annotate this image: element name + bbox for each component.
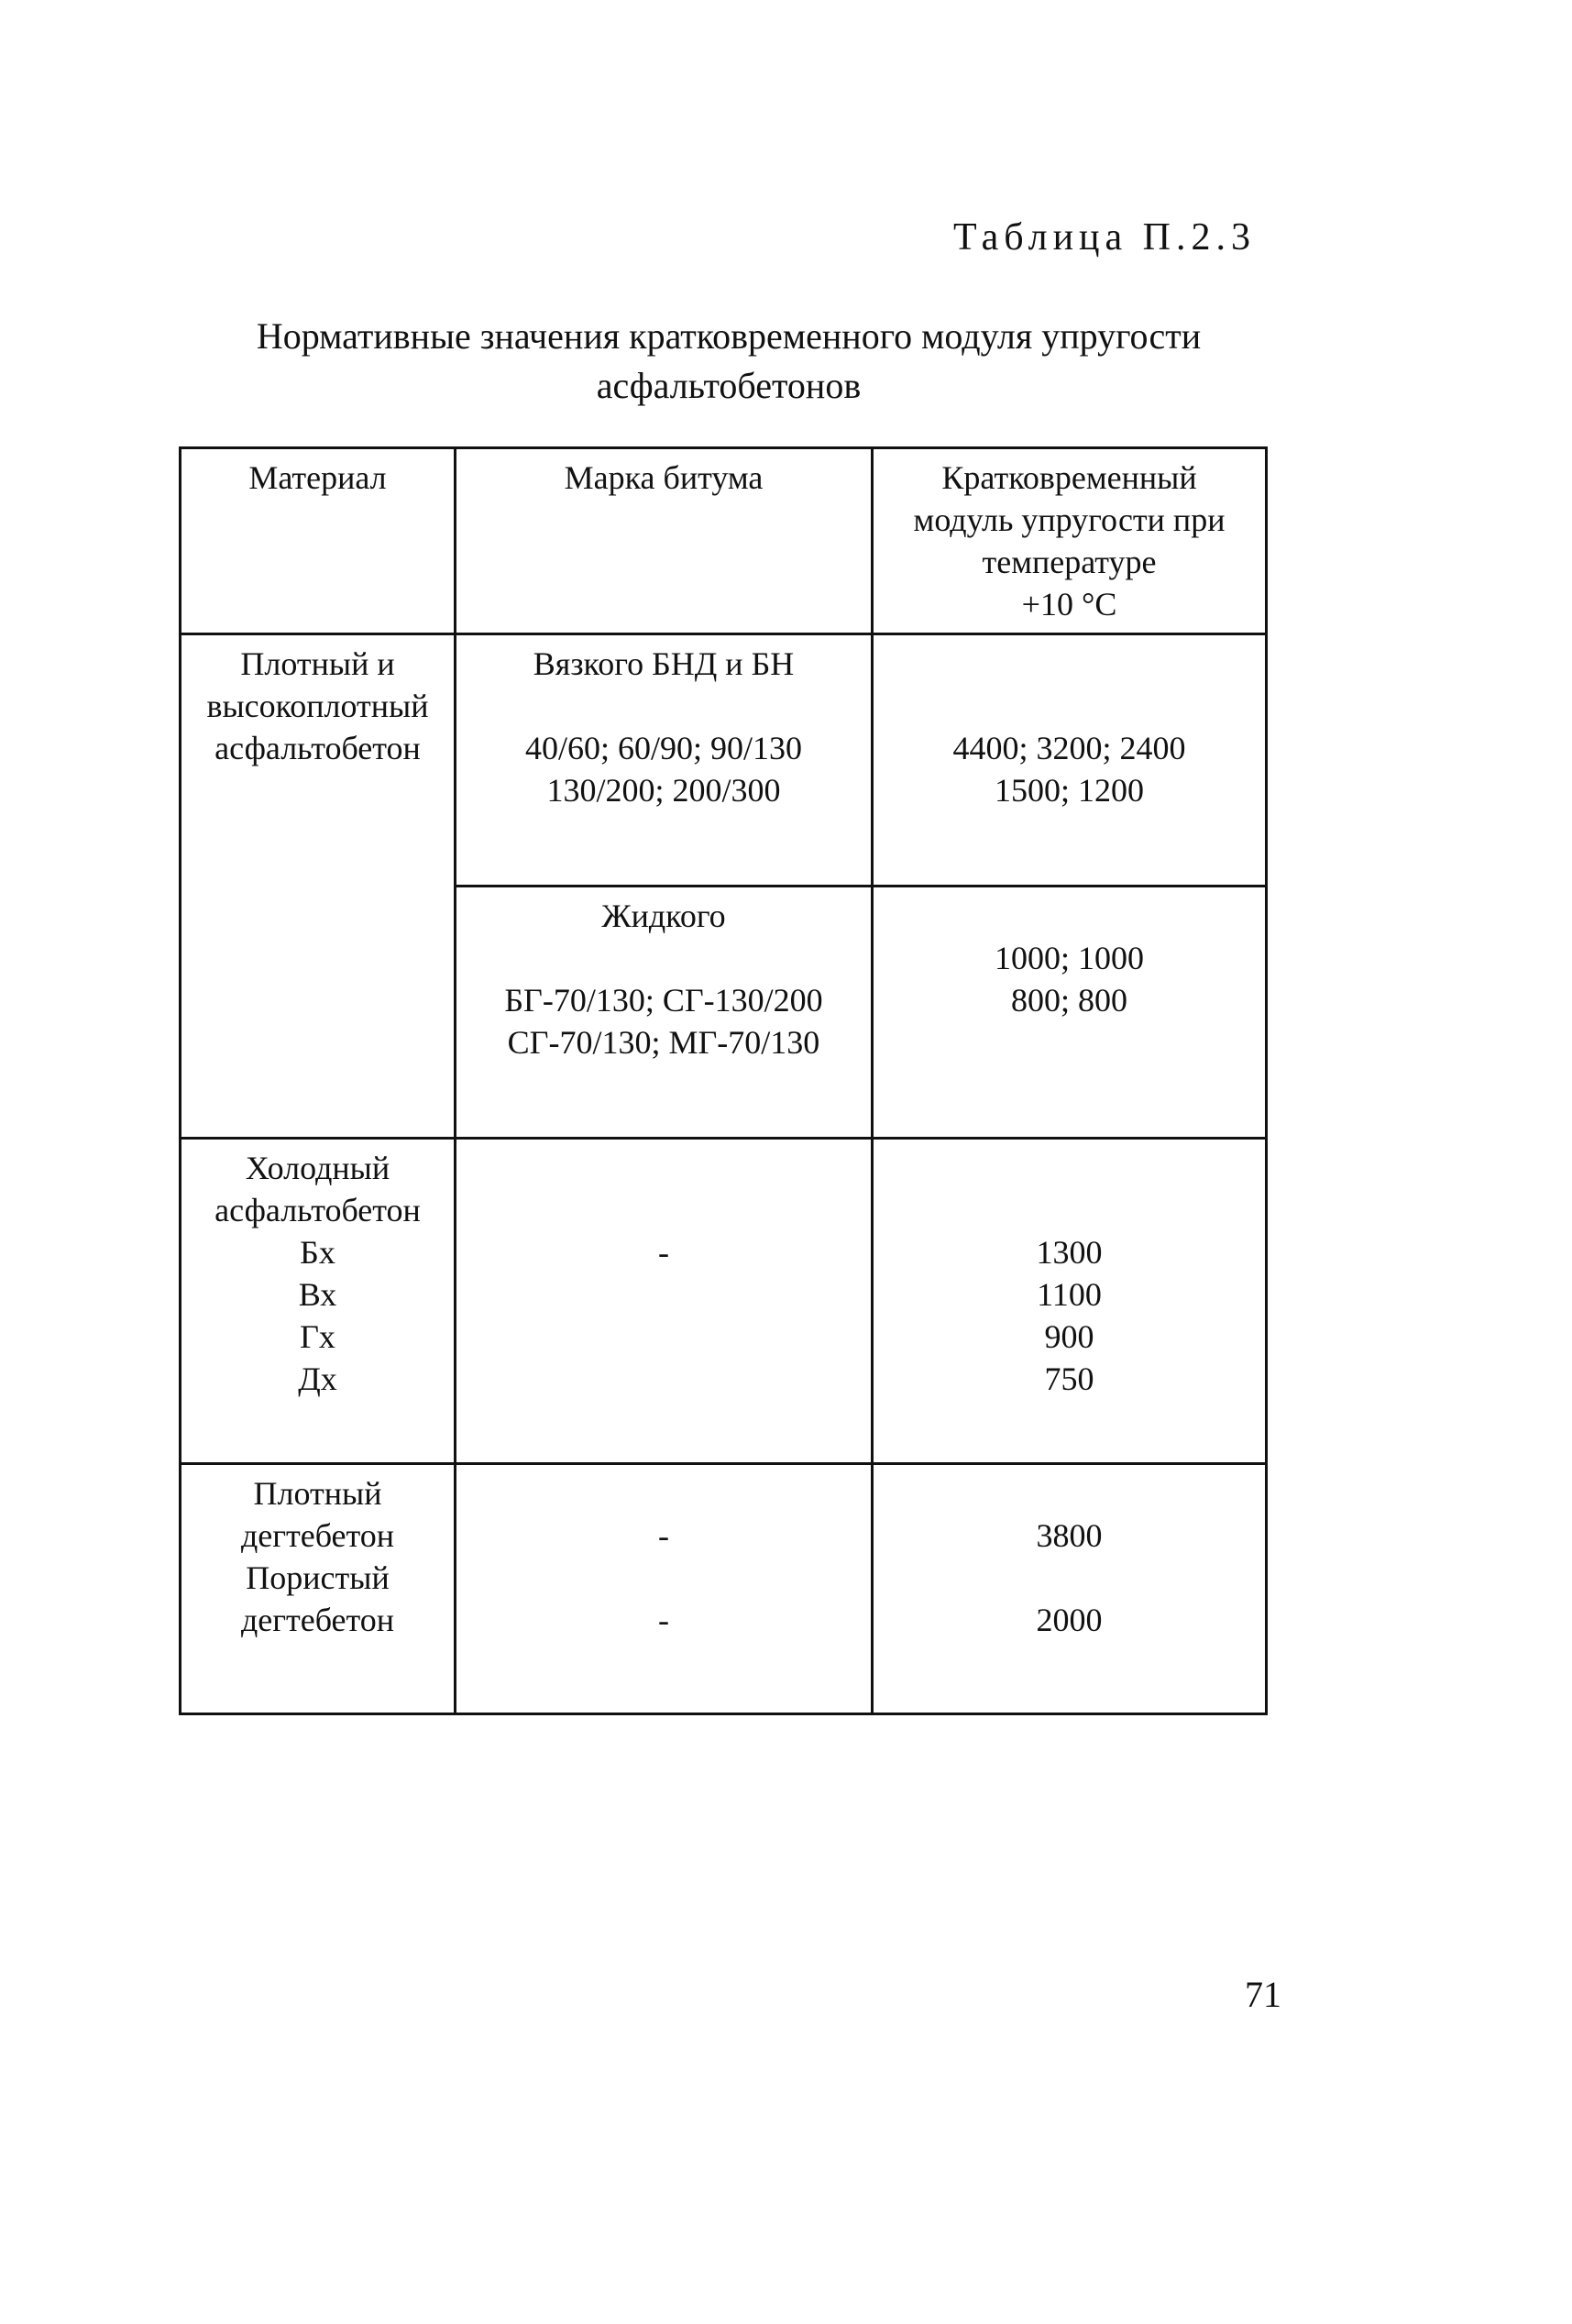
cell-modulus-liquid: 1000; 1000 800; 800 (873, 887, 1267, 1139)
cell-bitumen-viscous: Вязкого БНД и БН 40/60; 60/90; 90/130 130/200; 200/300 (456, 634, 873, 887)
header-modulus: Кратковременный модуль упругости при температуре +10 °С (873, 448, 1267, 634)
cell-modulus-viscous: 4400; 3200; 2400 1500; 1200 (873, 634, 1267, 887)
page-number: 71 (1245, 1974, 1281, 2015)
cell-bitumen-tar: - - (456, 1464, 873, 1714)
table-title (197, 312, 1260, 411)
table-row-tar (181, 1464, 1267, 1714)
cell-material-dense: Плотный и высокоплотный асфальтобетон (181, 634, 456, 1139)
table-header-row (181, 448, 1267, 634)
cell-bitumen-liquid: Жидкого БГ-70/130; СГ-130/200 СГ-70/130; МГ-70/130 (456, 887, 873, 1139)
table-title-line-1: Нормативные значения кратковременного модуля упругости (256, 315, 1202, 357)
table-label: Таблица П.2.3 (953, 216, 1256, 259)
cell-modulus-cold: 1300 1100 900 750 (873, 1139, 1267, 1464)
cell-bitumen-cold: - (456, 1139, 873, 1464)
header-material: Материал (181, 448, 456, 634)
modulus-table (179, 446, 1268, 1715)
table-title-line-2: асфальтобетонов (596, 365, 862, 406)
cell-material-tar: Плотный дегтебетон Пористый дегтебетон (181, 1464, 456, 1714)
cell-material-cold: Холодный асфальтобетон Бх Вх Гх Дх (181, 1139, 456, 1464)
table-row-dense-viscous (181, 634, 1267, 887)
header-bitumen: Марка битума (456, 448, 873, 634)
table-row-cold (181, 1139, 1267, 1464)
cell-modulus-tar: 3800 2000 (873, 1464, 1267, 1714)
